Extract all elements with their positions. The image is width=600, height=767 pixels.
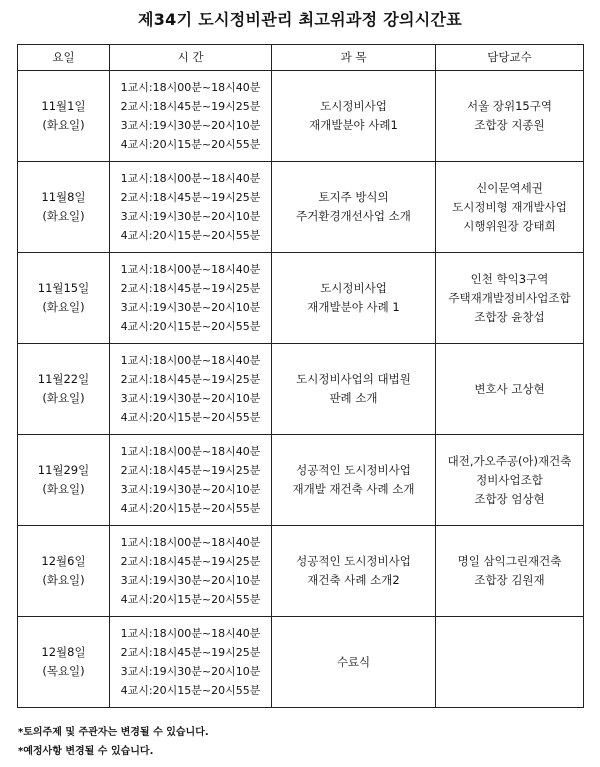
lecture-weekday: (화요일) xyxy=(42,300,85,314)
period-time: 3교시:19시30분~20시10분 xyxy=(120,210,261,223)
professor-cell xyxy=(436,162,584,253)
time-cell xyxy=(110,617,272,708)
time-cell xyxy=(110,71,272,162)
period-time: 2교시:18시45분~19시25분 xyxy=(120,373,261,386)
professor-line: 변호사 고상현 xyxy=(474,381,545,396)
lecture-weekday: (화요일) xyxy=(42,482,85,496)
day-cell xyxy=(18,253,110,344)
period-time: 2교시:18시45분~19시25분 xyxy=(120,191,261,204)
lecture-weekday: (화요일) xyxy=(42,209,85,223)
table-row xyxy=(18,435,584,526)
time-cell xyxy=(110,253,272,344)
header-subject: 과 목 xyxy=(272,45,436,71)
period-time: 1교시:18시00분~18시40분 xyxy=(120,81,261,94)
period-time: 3교시:19시30분~20시10분 xyxy=(120,665,261,678)
professor-cell xyxy=(436,253,584,344)
schedule-body xyxy=(18,71,584,708)
subject-line: 수료식 xyxy=(336,654,371,669)
day-cell xyxy=(18,344,110,435)
time-cell xyxy=(110,435,272,526)
professor-line: 조합장 김원재 xyxy=(474,573,545,587)
subject-cell xyxy=(272,617,436,708)
day-cell xyxy=(18,435,110,526)
lecture-date: 11월8일 xyxy=(41,190,86,204)
period-time: 1교시:18시00분~18시40분 xyxy=(120,172,261,185)
subject-line: 주거환경개선사업 소개 xyxy=(296,209,411,223)
header-row xyxy=(18,45,584,71)
table-row xyxy=(18,526,584,617)
table-row xyxy=(18,344,584,435)
period-time: 4교시:20시15분~20시55분 xyxy=(120,138,261,151)
subject-line: 도시정비사업의 대법원 xyxy=(296,372,411,386)
period-time: 1교시:18시00분~18시40분 xyxy=(120,627,261,640)
professor-line: 정비사업조합 xyxy=(476,472,543,487)
lecture-weekday: (목요일) xyxy=(42,664,85,678)
period-time: 1교시:18시00분~18시40분 xyxy=(120,445,261,458)
professor-cell xyxy=(436,435,584,526)
professor-line: 조합장 윤창섭 xyxy=(474,309,545,324)
lecture-date: 11월15일 xyxy=(37,281,90,295)
period-time: 3교시:19시30분~20시10분 xyxy=(120,574,261,587)
professor-line: 명일 삼익그린재건축 xyxy=(457,554,562,568)
subject-cell xyxy=(272,253,436,344)
lecture-weekday: (화요일) xyxy=(42,118,85,132)
subject-cell xyxy=(272,435,436,526)
period-time: 4교시:20시15분~20시55분 xyxy=(120,411,261,424)
note-schedule-change: *예정사항 변경될 수 있습니다. xyxy=(18,746,154,757)
lecture-date: 11월22일 xyxy=(37,372,90,386)
subject-line: 재건축 사례 소개2 xyxy=(307,573,400,587)
professor-line: 인천 학익3구역 xyxy=(470,271,549,286)
professor-line: 서울 장위15구역 xyxy=(467,99,552,113)
table-row xyxy=(18,253,584,344)
professor-line: 조합장 엄상현 xyxy=(474,491,545,506)
professor-cell xyxy=(436,71,584,162)
time-cell xyxy=(110,526,272,617)
note-topic-change: *토의주제 및 주관자는 변경될 수 있습니다. xyxy=(18,727,209,738)
period-time: 2교시:18시45분~19시25분 xyxy=(120,555,261,568)
day-cell xyxy=(18,526,110,617)
subject-cell xyxy=(272,344,436,435)
table-row xyxy=(18,162,584,253)
lecture-date: 12월6일 xyxy=(41,554,86,568)
header-professor: 담당교수 xyxy=(436,45,584,71)
subject-line: 재개발분야 사례1 xyxy=(309,118,398,132)
lecture-date: 12월8일 xyxy=(41,645,86,659)
professor-cell xyxy=(436,344,584,435)
professor-line: 주택재개발정비사업조합 xyxy=(448,290,571,305)
period-time: 4교시:20시15분~20시55분 xyxy=(120,502,261,515)
day-cell xyxy=(18,71,110,162)
period-time: 2교시:18시45분~19시25분 xyxy=(120,646,261,659)
professor-line: 도시정비형 재개발사업 xyxy=(452,199,567,214)
period-time: 1교시:18시00분~18시40분 xyxy=(120,263,261,276)
lecture-weekday: (화요일) xyxy=(42,391,85,405)
period-time: 2교시:18시45분~19시25분 xyxy=(120,282,261,295)
subject-line: 판례 소개 xyxy=(329,391,378,405)
lecture-date: 11월1일 xyxy=(41,99,86,113)
period-time: 3교시:19시30분~20시10분 xyxy=(120,392,261,405)
lecture-date: 11월29일 xyxy=(37,463,90,477)
day-cell xyxy=(18,162,110,253)
subject-line: 도시정비사업 xyxy=(320,281,387,295)
subject-line: 성공적인 도시정비사업 xyxy=(296,463,411,477)
period-time: 4교시:20시15분~20시55분 xyxy=(120,684,261,697)
period-time: 4교시:20시15분~20시55분 xyxy=(120,320,261,333)
schedule-table xyxy=(17,44,584,708)
subject-cell xyxy=(272,526,436,617)
period-time: 4교시:20시15분~20시55분 xyxy=(120,229,261,242)
table-row xyxy=(18,617,584,708)
professor-cell xyxy=(436,617,584,708)
subject-line: 성공적인 도시정비사업 xyxy=(296,554,411,568)
subject-line: 재개발분야 사례 1 xyxy=(307,300,400,314)
header-day: 요일 xyxy=(18,45,110,71)
lecture-weekday: (화요일) xyxy=(42,573,85,587)
professor-line: 대전,가오주공(아)재건축 xyxy=(447,453,572,468)
subject-line: 재개발 재건축 사례 소개 xyxy=(292,482,415,496)
subject-line: 토지주 방식의 xyxy=(318,190,389,204)
period-time: 3교시:19시30분~20시10분 xyxy=(120,301,261,314)
time-cell xyxy=(110,162,272,253)
header-time: 시 간 xyxy=(110,45,272,71)
day-cell xyxy=(18,617,110,708)
period-time: 2교시:18시45분~19시25분 xyxy=(120,464,261,477)
subject-line: 도시정비사업 xyxy=(320,99,387,113)
subject-cell xyxy=(272,71,436,162)
time-cell xyxy=(110,344,272,435)
period-time: 2교시:18시45분~19시25분 xyxy=(120,100,261,113)
subject-cell xyxy=(272,162,436,253)
period-time: 3교시:19시30분~20시10분 xyxy=(120,483,261,496)
page-title: 제34기 도시정비관리 최고위과정 강의시간표 xyxy=(137,10,463,29)
professor-line: 신이문역세권 xyxy=(476,180,543,195)
period-time: 3교시:19시30분~20시10분 xyxy=(120,119,261,132)
period-time: 4교시:20시15분~20시55분 xyxy=(120,593,261,606)
professor-cell xyxy=(436,526,584,617)
professor-line: 시행위원장 강태희 xyxy=(463,218,556,233)
professor-line: 조합장 지종원 xyxy=(474,118,545,132)
table-row xyxy=(18,71,584,162)
period-time: 1교시:18시00분~18시40분 xyxy=(120,354,261,367)
period-time: 1교시:18시00분~18시40분 xyxy=(120,536,261,549)
